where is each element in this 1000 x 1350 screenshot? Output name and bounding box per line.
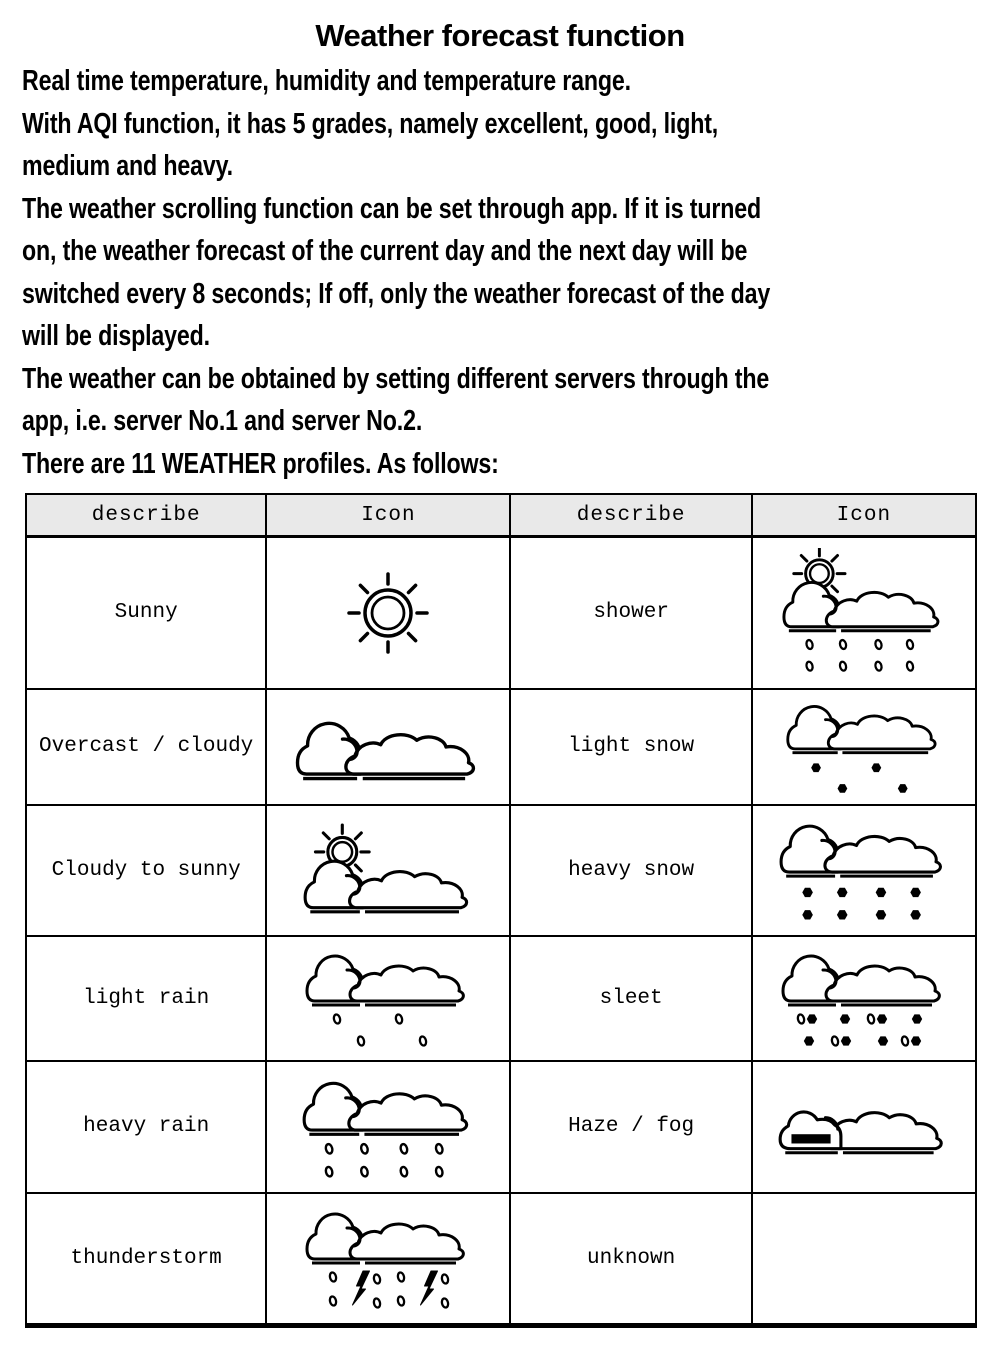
table-row: [26, 805, 976, 936]
sun-clouds-rain-icon: [780, 548, 947, 678]
table-header-row: [26, 494, 976, 537]
intro-line: There are 11 WEATHER profiles. As follows:: [22, 447, 499, 480]
weather-describe-cell: Cloudy to sunny: [26, 805, 266, 936]
weather-icon-cell: [266, 537, 510, 689]
table-row: [26, 537, 976, 689]
clouds-icon: [293, 711, 484, 783]
weather-describe-cell: Overcast / cloudy: [26, 689, 266, 805]
weather-describe-cell: unknown: [510, 1193, 751, 1326]
clouds-thunder-icon: [303, 1205, 473, 1311]
table-row: [26, 936, 976, 1061]
weather-icon-cell: [752, 1061, 976, 1193]
clouds-sleet-icon: [779, 947, 949, 1049]
page-title: Weather forecast function: [315, 18, 685, 53]
intro-line: With AQI function, it has 5 grades, namely excellent, good, light,: [22, 107, 719, 140]
intro-line: app, i.e. server No.1 and server No.2.: [22, 405, 423, 437]
sun-icon: [303, 561, 473, 665]
clouds-snow-heavy-icon: [777, 817, 950, 923]
table-row: [26, 689, 976, 805]
weather-icon-cell: [752, 537, 976, 689]
weather-icon-cell: [752, 936, 976, 1061]
weather-describe-cell: light rain: [26, 936, 266, 1061]
weather-icon-cell: [266, 1193, 510, 1326]
weather-icon-cell: [752, 1193, 976, 1326]
table-row: [26, 1061, 976, 1193]
weather-describe-cell: shower: [510, 537, 751, 689]
column-header: describe: [26, 494, 266, 537]
intro-line: will be displayed.: [22, 320, 210, 352]
weather-profiles-table: [25, 493, 977, 1328]
weather-icon-cell: [266, 689, 510, 805]
weather-describe-cell: Sunny: [26, 537, 266, 689]
table-row: [26, 1193, 976, 1326]
weather-describe-cell: Haze / fog: [510, 1061, 751, 1193]
intro-line: medium and heavy.: [22, 150, 233, 182]
weather-describe-cell: heavy rain: [26, 1061, 266, 1193]
weather-icon-cell: [752, 689, 976, 805]
column-header: Icon: [266, 494, 510, 537]
clouds-haze-icon: [776, 1093, 951, 1161]
clouds-rain-light-icon: [303, 947, 473, 1049]
column-header: describe: [510, 494, 751, 537]
intro-line: switched every 8 seconds; If off, only the weather forecast of the day: [22, 277, 771, 310]
clouds-snow-light-icon: [784, 698, 944, 796]
sun-clouds-icon: [301, 823, 477, 918]
clouds-rain-heavy-icon: [300, 1074, 477, 1180]
weather-describe-cell: thunderstorm: [26, 1193, 266, 1326]
weather-describe-cell: heavy snow: [510, 805, 751, 936]
weather-icon-cell: [266, 1061, 510, 1193]
weather-icon-cell: [266, 936, 510, 1061]
column-header: Icon: [752, 494, 976, 537]
weather-icon-cell: [752, 805, 976, 936]
intro-line: on, the weather forecast of the current day and the next day will be: [22, 235, 748, 267]
intro-line: The weather can be obtained by setting different servers through the: [22, 362, 770, 395]
intro-line: Real time temperature, humidity and temperature range.: [22, 65, 631, 97]
weather-describe-cell: sleet: [510, 936, 751, 1061]
intro-paragraphs: [22, 60, 1000, 485]
weather-icon-cell: [266, 805, 510, 936]
intro-line: The weather scrolling function can be set through app. If it is turned: [22, 192, 761, 225]
table-body: [26, 537, 976, 1326]
weather-describe-cell: light snow: [510, 689, 751, 805]
